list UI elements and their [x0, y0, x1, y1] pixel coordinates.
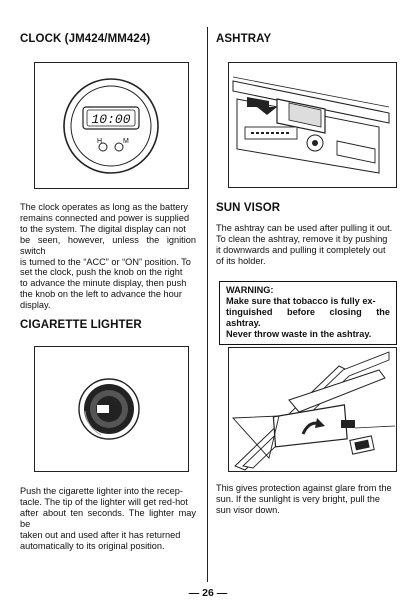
sun-visor-heading: SUN VISOR — [216, 202, 281, 214]
hour-knob-label: H — [97, 138, 103, 145]
clock-heading: CLOCK (JM424/MM424) — [20, 33, 151, 45]
minute-knob-label: M — [123, 138, 129, 145]
ashtray-heading: ASHTRAY — [216, 33, 272, 45]
clock-display-time: 10:00 — [91, 112, 131, 127]
ashtray-illustration — [228, 62, 397, 188]
warning-title: WARNING: — [226, 285, 274, 295]
lighter-paragraph: Push the cigarette lighter into the recep- tacle. The tip of the lighter will get red-hot after about ten seconds. The lighter may be taken out and used after it has returned automatically to its original position. — [20, 486, 196, 551]
clock-illustration — [34, 62, 189, 189]
sun-visor-illustration — [228, 347, 397, 472]
lighter-illustration — [34, 346, 189, 472]
clock-paragraph: The clock operates as long as the battery remains connected and power is supplied to the system. The digital display can not be seen, however, unless the ignition switch is turned to the “ACC” or “ON” position. To set the clock, push the knob on the right to advance the minute display, then push the knob on the left to advance the hour display. — [20, 202, 196, 311]
column-divider — [207, 27, 208, 582]
warning-box — [219, 281, 397, 345]
sun-visor-paragraph: This gives protection against glare from the sun. If the sunlight is very bright, pull the sun visor down. — [216, 483, 392, 515]
page-number: — 26 — — [188, 587, 228, 599]
warning-text: Make sure that tobacco is fully ex- tinguished before closing the ashtray. Never throw waste in the ashtray. — [226, 296, 390, 339]
lighter-heading: CIGARETTE LIGHTER — [20, 319, 142, 331]
ashtray-paragraph: The ashtray can be used after pulling it out. To clean the ashtray, remove it by pushing it downwards and pulling it completely out of its holder. — [216, 223, 393, 266]
